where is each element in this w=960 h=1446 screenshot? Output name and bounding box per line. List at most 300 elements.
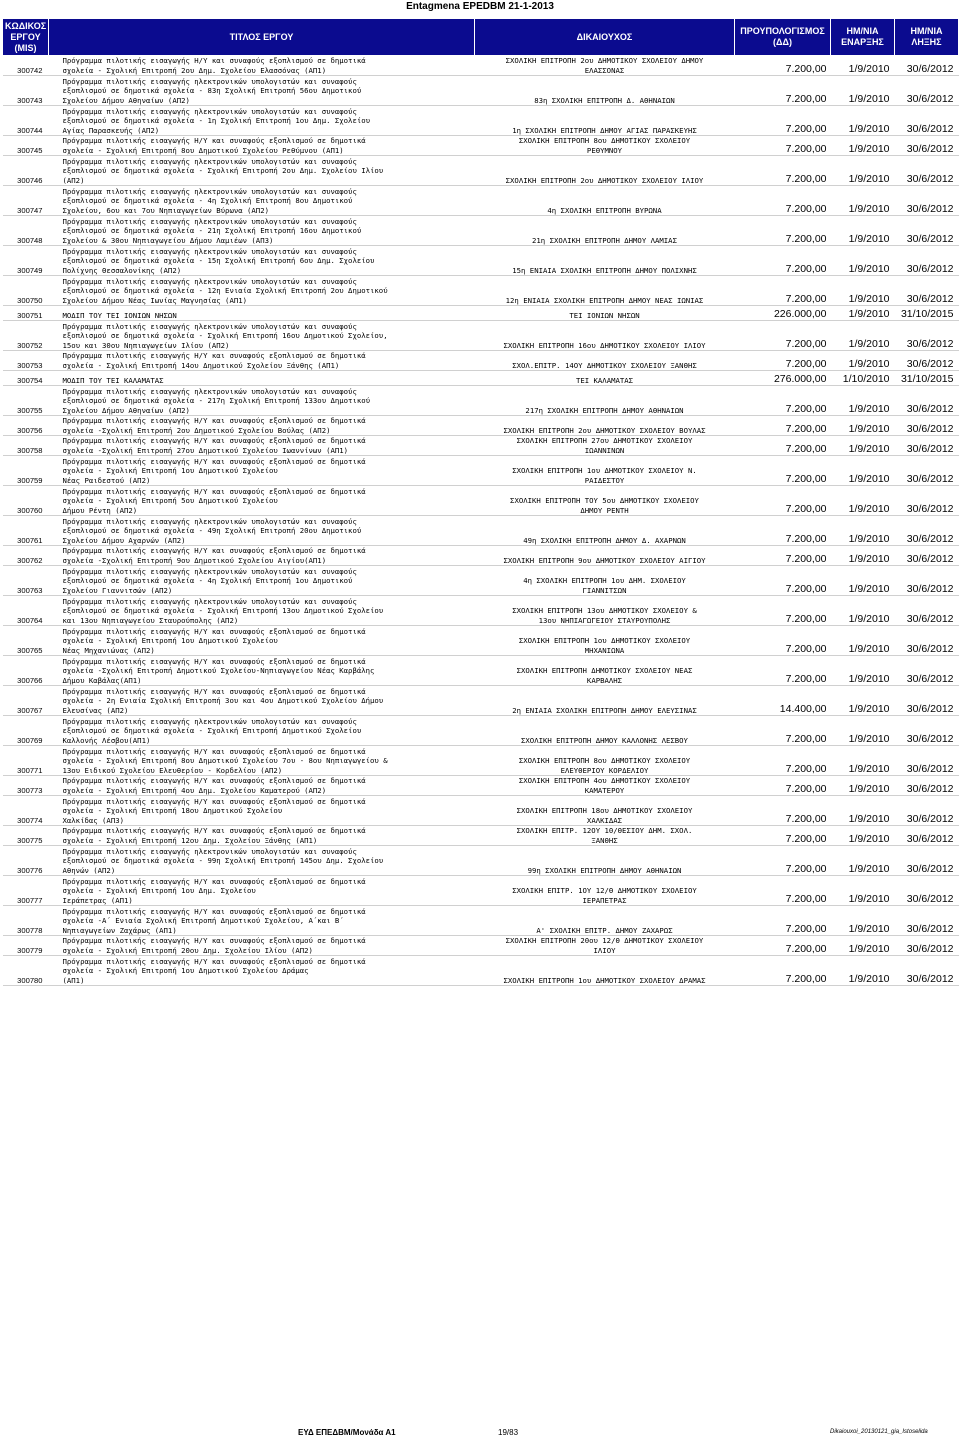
title-line: Πρόγραμμα πιλοτικής εισαγωγής Η/Υ και συναφούς εξοπλισμού σε δημοτικά (62, 546, 366, 556)
cell-title (49, 351, 475, 371)
title-line: Πρόγραμμα πιλοτικής εισαγωγής Η/Υ και συναφούς εξοπλισμού σε δημοτικά (62, 436, 366, 446)
cell-budget: 7.200,00 (735, 386, 831, 416)
beneficiary-line: ΣΧΟΛΙΚΗ ΕΠΙΤΡΟΠΗ 1ου ΔΗΜΟΤΙΚΟΥ ΣΧΟΛΕΙΟΥ ΔΡΑΜΑΣ (503, 975, 706, 985)
beneficiary-line: ΤΕΙ ΚΑΛΑΜΑΤΑΣ (575, 375, 634, 385)
cell-beneficiary (475, 776, 735, 796)
table-row (3, 456, 959, 486)
table-row (3, 656, 959, 686)
cell-end-date: 30/6/2012 (895, 436, 959, 456)
beneficiary-line: ΣΧΟΛΙΚΗ ΕΠΙΤΡΟΠΗ ΔΗΜΟΤΙΚΟΥ ΣΧΟΛΕΙΟΥ ΝΕΑΣ (516, 666, 693, 676)
title-line: σχολεία - Σχολική Επιτροπή 8ου Δημοτικού Σχολείου 7ου - 8ου Νηπιαγωγείου & (62, 756, 388, 766)
title-line: Πρόγραμμα πιλοτικής εισαγωγής ηλεκτρονικών υπολογιστών και συναφούς (62, 517, 357, 527)
table-row (3, 746, 959, 776)
cell-budget: 7.200,00 (735, 546, 831, 566)
cell-title (49, 216, 475, 246)
cell-end-date: 30/6/2012 (895, 186, 959, 216)
title-line: Νέας Ραιδεστού (ΑΠ2) (62, 475, 151, 485)
cell-budget: 7.200,00 (735, 486, 831, 516)
cell-end-date: 30/6/2012 (895, 546, 959, 566)
cell-title (49, 56, 475, 76)
table-row (3, 351, 959, 371)
cell-start-date: 1/9/2010 (831, 936, 895, 956)
title-line: Πρόγραμμα πιλοτικής εισαγωγής Η/Υ και συναφούς εξοπλισμού σε δημοτικά (62, 936, 366, 946)
beneficiary-line: ΣΧΟΛΙΚΗ ΕΠΙΤΡΟΠΗ 9ου ΔΗΜΟΤΙΚΟΥ ΣΧΟΛΕΙΟΥ ΑΙΓΙΟΥ (503, 555, 706, 565)
cell-start-date: 1/9/2010 (831, 906, 895, 936)
cell-title (49, 516, 475, 546)
beneficiary-line: 217η ΣΧΟΛΙΚΗ ΕΠΙΤΡΟΠΗ ΔΗΜΟΥ ΑΘΗΝΑΙΩΝ (525, 405, 684, 415)
cell-end-date: 30/6/2012 (895, 846, 959, 876)
cell-budget: 7.200,00 (735, 246, 831, 276)
cell-start-date: 1/9/2010 (831, 516, 895, 546)
title-line: Πρόγραμμα πιλοτικής εισαγωγής Η/Υ και συναφούς εξοπλισμού σε δημοτικά (62, 687, 366, 697)
cell-budget: 7.200,00 (735, 626, 831, 656)
cell-title (49, 956, 475, 986)
title-line: Πρόγραμμα πιλοτικής εισαγωγής ηλεκτρονικών υπολογιστών και συναφούς (62, 187, 357, 197)
header-start-date: ΗΜ/ΝΙΑ ΕΝΑΡΞΗΣ (831, 19, 895, 56)
cell-end-date: 30/6/2012 (895, 716, 959, 746)
beneficiary-line: ΣΧΟΛ.ΕΠΙΤΡ. 14ΟΥ ΔΗΜΟΤΙΚΟΥ ΣΧΟΛΕΙΟΥ ΞΑΝΘΗΣ (512, 360, 697, 370)
title-line: εξοπλισμού σε δημοτικά σχολεία - 1η Σχολική Επιτροπή 1ου Δημ. Σχολείου (62, 116, 371, 126)
cell-title (49, 566, 475, 596)
title-line: Σχολείου, 6ου και 7ου Νηπιαγωγείων Βύρωνα (ΑΠ2) (62, 205, 269, 215)
cell-budget: 7.200,00 (735, 56, 831, 76)
cell-budget: 7.200,00 (735, 956, 831, 986)
beneficiary-line: ΣΧΟΛΙΚΗ ΕΠΙΤΡΟΠΗ 2ου ΔΗΜΟΤΙΚΟΥ ΣΧΟΛΕΙΟΥ ΒΟΥΛΑΣ (503, 425, 706, 435)
table-row (3, 546, 959, 566)
cell-end-date: 30/6/2012 (895, 956, 959, 986)
beneficiary-line: ΡΑΙΔΕΣΤΟΥ (584, 475, 625, 485)
beneficiary-line: 99η ΣΧΟΛΙΚΗ ΕΠΙΤΡΟΠΗ ΔΗΜΟΥ ΑΘΗΝΑΙΩΝ (527, 865, 682, 875)
cell-title (49, 486, 475, 516)
cell-start-date: 1/9/2010 (831, 56, 895, 76)
cell-budget: 7.200,00 (735, 106, 831, 136)
beneficiary-line: ΚΑΡΒΑΛΗΣ (586, 675, 623, 685)
cell-beneficiary (475, 936, 735, 956)
title-line: εξοπλισμού σε δημοτικά σχολεία - 15η Σχολική Επιτροπή 6ου Δημ. Σχολείου (62, 256, 375, 266)
cell-title (49, 906, 475, 936)
beneficiary-line: ΣΧΟΛΙΚΗ ΕΠΙΤΡΟΠΗ 8ου ΔΗΜΟΤΙΚΟΥ ΣΧΟΛΕΙΟΥ (518, 756, 691, 766)
cell-end-date: 30/6/2012 (895, 386, 959, 416)
title-line: σχολεία -Σχολική Επιτροπή 27ου Δημοτικού Σχολείου Ιωαννίνων (ΑΠ1) (62, 445, 349, 455)
cell-end-date: 30/6/2012 (895, 516, 959, 546)
title-line: Σχολείου Δήμου Αχαρνών (ΑΠ2) (62, 535, 186, 545)
header-code: ΚΩΔΙΚΟΣ ΕΡΓΟΥ (MIS) (3, 19, 49, 56)
beneficiary-line: ΣΧΟΛΙΚΗ ΕΠΙΤΡ. 12ΟΥ 10/ΘΕΣΙΟΥ ΔΗΜ. ΣΧΟΛ. (516, 826, 693, 836)
cell-budget: 226.000,00 (735, 306, 831, 321)
table-row (3, 371, 959, 386)
cell-code: 300775 (3, 826, 49, 846)
cell-code: 300766 (3, 656, 49, 686)
cell-end-date: 30/6/2012 (895, 321, 959, 351)
title-line: Πρόγραμμα πιλοτικής εισαγωγής Η/Υ και συναφούς εξοπλισμού σε δημοτικά (62, 957, 366, 967)
cell-budget: 7.200,00 (735, 76, 831, 106)
cell-end-date: 30/6/2012 (895, 626, 959, 656)
cell-code: 300763 (3, 566, 49, 596)
cell-title (49, 246, 475, 276)
cell-end-date: 30/6/2012 (895, 686, 959, 716)
title-line: εξοπλισμού σε δημοτικά σχολεία - Σχολική Επιτροπή 13ου Δημοτικού Σχολείου (62, 606, 384, 616)
beneficiary-line: 2η ΕΝΙΑΙΑ ΣΧΟΛΙΚΗ ΕΠΙΤΡΟΠΗ ΔΗΜΟΥ ΕΛΕΥΣΙΝΑΣ (512, 705, 697, 715)
beneficiary-line: ΙΛΙΟΥ (593, 945, 616, 955)
cell-code: 300746 (3, 156, 49, 186)
beneficiary-line: ΓΙΑΝΝΙΤΣΩΝ (582, 585, 627, 595)
title-line: Πρόγραμμα πιλοτικής εισαγωγής Η/Υ και συναφούς εξοπλισμού σε δημοτικά (62, 747, 366, 757)
title-line: σχολεία - Σχολική Επιτροπή 5ου Δημοτικού Σχολείου (62, 496, 278, 506)
title-line: Πρόγραμμα πιλοτικής εισαγωγής Η/Υ και συναφούς εξοπλισμού σε δημοτικά (62, 797, 366, 807)
beneficiary-line: ΙΩΑΝΝΙΝΩΝ (584, 445, 625, 455)
footer-unit: ΕΥΔ ΕΠΕΔΒΜ/Μονάδα Α1 (298, 1428, 396, 1437)
cell-title (49, 106, 475, 136)
beneficiary-line: ΔΗΜΟΥ ΡΕΝΤΗ (580, 505, 629, 515)
title-line: εξοπλισμού σε δημοτικά σχολεία - 12η Ενιαία Σχολική Επιτροπή 2ου Δημοτικού (62, 286, 388, 296)
cell-title (49, 371, 475, 386)
title-line: Χαλκίδας (ΑΠ3) (62, 815, 125, 825)
beneficiary-line: ΣΧΟΛΙΚΗ ΕΠΙΤΡΟΠΗ ΤΟΥ 5ου ΔΗΜΟΤΙΚΟΥ ΣΧΟΛΕΙΟΥ (510, 496, 699, 506)
title-line: Πρόγραμμα πιλοτικής εισαγωγής ηλεκτρονικών υπολογιστών και συναφούς (62, 107, 357, 117)
title-line: Πρόγραμμα πιλοτικής εισαγωγής Η/Υ και συναφούς εξοπλισμού σε δημοτικά (62, 877, 366, 887)
cell-budget: 7.200,00 (735, 776, 831, 796)
cell-end-date: 30/6/2012 (895, 246, 959, 276)
cell-beneficiary (475, 956, 735, 986)
cell-budget: 7.200,00 (735, 826, 831, 846)
cell-start-date: 1/9/2010 (831, 76, 895, 106)
cell-code: 300780 (3, 956, 49, 986)
title-line: εξοπλισμού σε δημοτικά σχολεία - 49η Σχολική Επιτροπή 20ου Δημοτικού (62, 526, 362, 536)
cell-end-date: 30/6/2012 (895, 776, 959, 796)
title-line: Νηπιαγωγείων Ζαχάρως (ΑΠ1) (62, 925, 177, 935)
beneficiary-line: 1η ΣΧΟΛΙΚΗ ΕΠΙΤΡΟΠΗ ΔΗΜΟΥ ΑΓΙΑΣ ΠΑΡΑΣΚΕΥΗΣ (512, 125, 697, 135)
title-line: εξοπλισμού σε δημοτικά σχολεία - 83η Σχολική Επιτροπή 56ου Δημοτικού (62, 86, 362, 96)
table-row (3, 776, 959, 796)
cell-start-date: 1/9/2010 (831, 106, 895, 136)
cell-code: 300764 (3, 596, 49, 626)
table-row (3, 276, 959, 306)
table-row (3, 76, 959, 106)
cell-code: 300778 (3, 906, 49, 936)
cell-end-date: 30/6/2012 (895, 56, 959, 76)
beneficiary-line: 49η ΣΧΟΛΙΚΗ ΕΠΙΤΡΟΠΗ ΔΗΜΟΥ Δ. ΑΧΑΡΝΩΝ (523, 535, 686, 545)
beneficiary-line: ΧΑΛΚΙΔΑΣ (586, 815, 623, 825)
beneficiary-line: Α' ΣΧΟΛΙΚΗ ΕΠΙΤΡ. ΔΗΜΟΥ ΖΑΧΑΡΩΣ (536, 925, 673, 935)
cell-code: 300745 (3, 136, 49, 156)
cell-start-date: 1/9/2010 (831, 456, 895, 486)
title-line: Καλλονής Λέσβου(ΑΠ1) (62, 735, 151, 745)
cell-start-date: 1/9/2010 (831, 276, 895, 306)
title-line: Πρόγραμμα πιλοτικής εισαγωγής ηλεκτρονικών υπολογιστών και συναφούς (62, 567, 357, 577)
cell-code: 300771 (3, 746, 49, 776)
cell-start-date: 1/9/2010 (831, 306, 895, 321)
cell-budget: 7.200,00 (735, 186, 831, 216)
cell-title (49, 746, 475, 776)
cell-budget: 7.200,00 (735, 876, 831, 906)
cell-code: 300761 (3, 516, 49, 546)
cell-code: 300753 (3, 351, 49, 371)
table-row (3, 436, 959, 456)
cell-beneficiary (475, 566, 735, 596)
cell-code: 300756 (3, 416, 49, 436)
cell-end-date: 30/6/2012 (895, 796, 959, 826)
cell-title (49, 386, 475, 416)
title-line: σχολεία - Σχολική Επιτροπή 1ου Δημοτικού Σχολείου (62, 636, 278, 646)
beneficiary-line: ΞΑΝΘΗΣ (591, 835, 618, 845)
title-line: εξοπλισμού σε δημοτικά σχολεία - 217η Σχολική Επιτροπή 133ου Δημοτικού (62, 396, 371, 406)
title-line: Σχολείου Δήμου Αθηναίων (ΑΠ2) (62, 405, 190, 415)
title-line: εξοπλισμού σε δημοτικά σχολεία - Σχολική Επιτροπή 2ου Δημ. Σχολείου Ιλίου (62, 166, 384, 176)
table-row (3, 516, 959, 546)
cell-start-date: 1/9/2010 (831, 656, 895, 686)
cell-code: 300749 (3, 246, 49, 276)
title-line: Πρόγραμμα πιλοτικής εισαγωγής Η/Υ και συναφούς εξοπλισμού σε δημοτικά (62, 136, 366, 146)
title-line: Πρόγραμμα πιλοτικής εισαγωγής Η/Υ και συναφούς εξοπλισμού σε δημοτικά (62, 487, 366, 497)
cell-code: 300752 (3, 321, 49, 351)
beneficiary-line: ΣΧΟΛΙΚΗ ΕΠΙΤΡΟΠΗ 1ου ΔΗΜΟΤΙΚΟΥ ΣΧΟΛΕΙΟΥ Ν. (512, 466, 697, 476)
title-line: Δήμου Καβάλας(ΑΠ1) (62, 675, 142, 685)
title-line: σχολεία -Α΄ Ενιαία Σχολική Επιτροπή Δημοτικού Σχολείου, Α΄και Β΄ (62, 916, 344, 926)
beneficiary-line: 15η ΕΝΙΑΙΑ ΣΧΟΛΙΚΗ ΕΠΙΤΡΟΠΗ ΔΗΜΟΥ ΠΟΛΙΧΝΗΣ (512, 265, 697, 275)
cell-budget: 7.200,00 (735, 746, 831, 776)
cell-budget: 7.200,00 (735, 276, 831, 306)
beneficiary-line: ΕΛΕΥΘΕΡΙΟΥ ΚΟΡΔΕΛΙΟΥ (560, 765, 649, 775)
title-line: ΜΟΔΙΠ ΤΟΥ ΤΕΙ ΙΟΝΙΩΝ ΝΗΣΩΝ (62, 310, 177, 320)
cell-start-date: 1/9/2010 (831, 826, 895, 846)
cell-start-date: 1/9/2010 (831, 186, 895, 216)
cell-title (49, 76, 475, 106)
table-row (3, 216, 959, 246)
cell-budget: 7.200,00 (735, 716, 831, 746)
title-line: και 13ου Νηπιαγωγείου Σταυρούπολης (ΑΠ2) (62, 615, 239, 625)
beneficiary-line: ΕΛΑΣΣΟΝΑΣ (584, 65, 625, 75)
cell-title (49, 796, 475, 826)
cell-beneficiary (475, 276, 735, 306)
cell-title (49, 626, 475, 656)
header-budget: ΠΡΟΥΠΟΛΟΓΙΣΜΟΣ (ΔΔ) (735, 19, 831, 56)
table-row (3, 106, 959, 136)
title-line: Πρόγραμμα πιλοτικής εισαγωγής ηλεκτρονικών υπολογιστών και συναφούς (62, 387, 357, 397)
header-end-date: ΗΜ/ΝΙΑ ΛΗΞΗΣ (895, 19, 959, 56)
beneficiary-line: ΣΧΟΛΙΚΗ ΕΠΙΤΡΟΠΗ ΔΗΜΟΥ ΚΑΛΛΟΝΗΣ ΛΕΣΒΟΥ (521, 735, 688, 745)
cell-budget: 276.000,00 (735, 371, 831, 386)
footer-page-number: 19/83 (498, 1428, 519, 1437)
cell-title (49, 456, 475, 486)
cell-beneficiary (475, 186, 735, 216)
cell-start-date: 1/9/2010 (831, 486, 895, 516)
title-line: σχολεία - Σχολική Επιτροπή 1ου Δημ. Σχολείου (62, 886, 256, 896)
title-line: σχολεία - Σχολική Επιτροπή 20ου Δημ. Σχολείου Ιλίου (ΑΠ2) (62, 945, 313, 955)
title-line: Πρόγραμμα πιλοτικής εισαγωγής ηλεκτρονικών υπολογιστών και συναφούς (62, 247, 357, 257)
beneficiary-line: ΣΧΟΛΙΚΗ ΕΠΙΤΡ. 1ΟΥ 12/Θ ΔΗΜΟΤΙΚΟΥ ΣΧΟΛΕΙΟΥ (512, 886, 697, 896)
title-line: Πρόγραμμα πιλοτικής εισαγωγής ηλεκτρονικών υπολογιστών και συναφούς (62, 277, 357, 287)
title-line: σχολεία - Σχολική Επιτροπή 4ου Δημ. Σχολείου Καματερού (ΑΠ2) (62, 785, 327, 795)
cell-end-date: 30/6/2012 (895, 136, 959, 156)
beneficiary-line: ΣΧΟΛΙΚΗ ΕΠΙΤΡΟΠΗ 16ου ΔΗΜΟΤΙΚΟΥ ΣΧΟΛΕΙΟΥ ΙΛΙΟΥ (503, 340, 706, 350)
beneficiary-line: 21η ΣΧΟΛΙΚΗ ΕΠΙΤΡΟΠΗ ΔΗΜΟΥ ΛΑΜΙΑΣ (532, 235, 677, 245)
cell-end-date: 30/6/2012 (895, 876, 959, 906)
cell-title (49, 936, 475, 956)
cell-budget: 7.200,00 (735, 136, 831, 156)
cell-budget: 7.200,00 (735, 156, 831, 186)
table-body (3, 56, 959, 986)
cell-budget: 7.200,00 (735, 436, 831, 456)
title-line: Πρόγραμμα πιλοτικής εισαγωγής Η/Υ και συναφούς εξοπλισμού σε δημοτικά (62, 457, 366, 467)
cell-start-date: 1/9/2010 (831, 776, 895, 796)
cell-end-date: 30/6/2012 (895, 276, 959, 306)
cell-beneficiary (475, 456, 735, 486)
title-line: Πρόγραμμα πιλοτικής εισαγωγής Η/Υ και συναφούς εξοπλισμού σε δημοτικά (62, 627, 366, 637)
cell-end-date: 31/10/2015 (895, 306, 959, 321)
beneficiary-line: ΣΧΟΛΙΚΗ ΕΠΙΤΡΟΠΗ 1ου ΔΗΜΟΤΙΚΟΥ ΣΧΟΛΕΙΟΥ (518, 636, 691, 646)
cell-beneficiary (475, 686, 735, 716)
cell-code: 300773 (3, 776, 49, 796)
title-line: σχολεία - Σχολική Επιτροπή 12ου Δημ. Σχολείου Ξάνθης (ΑΠ1) (62, 835, 318, 845)
cell-end-date: 30/6/2012 (895, 596, 959, 626)
cell-title (49, 876, 475, 906)
cell-title (49, 546, 475, 566)
cell-start-date: 1/9/2010 (831, 746, 895, 776)
cell-code: 300743 (3, 76, 49, 106)
beneficiary-line: ΣΧΟΛΙΚΗ ΕΠΙΤΡΟΠΗ 2ου ΔΗΜΟΤΙΚΟΥ ΣΧΟΛΕΙΟΥ ΙΛΙΟΥ (505, 175, 704, 185)
cell-start-date: 1/9/2010 (831, 546, 895, 566)
title-line: 15ου και 30ου Νηπιαγωγείων Ιλίου (ΑΠ2) (62, 340, 230, 350)
beneficiary-line: ΣΧΟΛΙΚΗ ΕΠΙΤΡΟΠΗ 2ου ΔΗΜΟΤΙΚΟΥ ΣΧΟΛΕΙΟΥ ΔΗΜΟΥ (505, 56, 704, 66)
cell-beneficiary (475, 216, 735, 246)
cell-title (49, 686, 475, 716)
cell-start-date: 1/9/2010 (831, 566, 895, 596)
cell-code: 300774 (3, 796, 49, 826)
cell-beneficiary (475, 486, 735, 516)
cell-start-date: 1/9/2010 (831, 846, 895, 876)
cell-beneficiary (475, 416, 735, 436)
cell-start-date: 1/9/2010 (831, 686, 895, 716)
beneficiary-line: 13ου ΝΗΠΙΑΓΩΓΕΙΟΥ ΣΤΑΥΡΟΥΠΟΛΗΣ (538, 615, 671, 625)
table-header-row (3, 19, 959, 56)
document-header-title: Entagmena EPEDBM 21-1-2013 (406, 1, 554, 12)
cell-end-date: 30/6/2012 (895, 936, 959, 956)
title-line: σχολεία - Σχολική Επιτροπή 18ου Δημοτικού Σχολείου (62, 806, 283, 816)
table-row (3, 906, 959, 936)
title-line: Δήμου Ρέντη (ΑΠ2) (62, 505, 138, 515)
table-row (3, 716, 959, 746)
cell-start-date: 1/9/2010 (831, 216, 895, 246)
cell-beneficiary (475, 596, 735, 626)
title-line: εξοπλισμού σε δημοτικά σχολεία - 99η Σχολική Επιτροπή 145ου Δημ. Σχολείου (62, 856, 384, 866)
cell-title (49, 436, 475, 456)
cell-code: 300769 (3, 716, 49, 746)
page-footer (0, 1428, 960, 1442)
cell-end-date: 30/6/2012 (895, 156, 959, 186)
cell-beneficiary (475, 76, 735, 106)
cell-beneficiary (475, 656, 735, 686)
beneficiary-line: ΙΕΡΑΠΕΤΡΑΣ (582, 895, 627, 905)
cell-end-date: 30/6/2012 (895, 566, 959, 596)
title-line: Ιεράπετρας (ΑΠ1) (62, 895, 133, 905)
cell-budget: 7.200,00 (735, 846, 831, 876)
footer-file-name: Dikaiouxoi_20130121_gia_Istoselida (830, 1429, 928, 1435)
cell-budget: 7.200,00 (735, 456, 831, 486)
cell-budget: 7.200,00 (735, 656, 831, 686)
table-row (3, 826, 959, 846)
cell-start-date: 1/9/2010 (831, 156, 895, 186)
beneficiary-line: ΚΑΜΑΤΕΡΟΥ (584, 785, 625, 795)
beneficiary-line: ΣΧΟΛΙΚΗ ΕΠΙΤΡΟΠΗ 20ου 12/Θ ΔΗΜΟΤΙΚΟΥ ΣΧΟΛΕΙΟΥ (505, 936, 704, 946)
cell-title (49, 156, 475, 186)
cell-beneficiary (475, 876, 735, 906)
cell-budget: 7.200,00 (735, 321, 831, 351)
cell-beneficiary (475, 321, 735, 351)
table-row (3, 876, 959, 906)
table-row (3, 156, 959, 186)
cell-code: 300748 (3, 216, 49, 246)
cell-title (49, 416, 475, 436)
cell-code: 300767 (3, 686, 49, 716)
cell-start-date: 1/9/2010 (831, 716, 895, 746)
cell-budget: 7.200,00 (735, 936, 831, 956)
cell-end-date: 30/6/2012 (895, 416, 959, 436)
cell-code: 300760 (3, 486, 49, 516)
table-row (3, 386, 959, 416)
cell-start-date: 1/9/2010 (831, 796, 895, 826)
cell-budget: 7.200,00 (735, 216, 831, 246)
title-line: σχολεία - Σχολική Επιτροπή 1ου Δημοτικού Σχολείου (62, 466, 278, 476)
title-line: Σχολείου Γιαννιτσών (ΑΠ2) (62, 585, 173, 595)
title-line: Πρόγραμμα πιλοτικής εισαγωγής Η/Υ και συναφούς εξοπλισμού σε δημοτικά (62, 826, 366, 836)
title-line: σχολεία - Σχολική Επιτροπή 1ου Δημοτικού Σχολείου Δράμας (62, 966, 309, 976)
beneficiary-line: ΣΧΟΛΙΚΗ ΕΠΙΤΡΟΠΗ 13ου ΔΗΜΟΤΙΚΟΥ ΣΧΟΛΕΙΟΥ & (512, 606, 697, 616)
cell-start-date: 1/9/2010 (831, 626, 895, 656)
cell-code: 300754 (3, 371, 49, 386)
beneficiary-line: 4η ΣΧΟΛΙΚΗ ΕΠΙΤΡΟΠΗ 1ου ΔΗΜ. ΣΧΟΛΕΙΟΥ (523, 576, 686, 586)
table-row (3, 416, 959, 436)
title-line: Αγίας Παρασκευής (ΑΠ2) (62, 125, 160, 135)
title-line: Σχολείου Δήμου Νέας Ιωνίας Μαγνησίας (ΑΠ1) (62, 295, 248, 305)
title-line: Πρόγραμμα πιλοτικής εισαγωγής ηλεκτρονικών υπολογιστών και συναφούς (62, 847, 357, 857)
beneficiary-line: ΤΕΙ ΙΟΝΙΩΝ ΝΗΣΩΝ (569, 310, 640, 320)
title-line: εξοπλισμού σε δημοτικά σχολεία - 21η Σχολική Επιτροπή 16ου Δημοτικού (62, 226, 362, 236)
cell-start-date: 1/9/2010 (831, 956, 895, 986)
cell-budget: 7.200,00 (735, 906, 831, 936)
title-line: σχολεία -Σχολική Επιτροπή 2ου Δημοτικού Σχολείου Βούλας (ΑΠ2) (62, 425, 331, 435)
title-line: Πρόγραμμα πιλοτικής εισαγωγής Η/Υ και συναφούς εξοπλισμού σε δημοτικά (62, 776, 366, 786)
cell-start-date: 1/9/2010 (831, 136, 895, 156)
table-row (3, 956, 959, 986)
table-row (3, 846, 959, 876)
table-row (3, 306, 959, 321)
table-row (3, 246, 959, 276)
cell-start-date: 1/10/2010 (831, 371, 895, 386)
cell-beneficiary (475, 746, 735, 776)
projects-table (2, 18, 959, 986)
cell-beneficiary (475, 351, 735, 371)
table-row (3, 486, 959, 516)
cell-beneficiary (475, 906, 735, 936)
cell-title (49, 276, 475, 306)
cell-end-date: 30/6/2012 (895, 216, 959, 246)
cell-code: 300779 (3, 936, 49, 956)
title-line: Πρόγραμμα πιλοτικής εισαγωγής Η/Υ και συναφούς εξοπλισμού σε δημοτικά (62, 416, 366, 426)
cell-start-date: 1/9/2010 (831, 436, 895, 456)
beneficiary-line: 83η ΣΧΟΛΙΚΗ ΕΠΙΤΡΟΠΗ Δ. ΑΘΗΝΑΙΩΝ (534, 95, 675, 105)
cell-budget: 7.200,00 (735, 516, 831, 546)
cell-code: 300758 (3, 436, 49, 456)
cell-budget: 7.200,00 (735, 796, 831, 826)
cell-end-date: 30/6/2012 (895, 76, 959, 106)
cell-code: 300744 (3, 106, 49, 136)
cell-title (49, 321, 475, 351)
cell-beneficiary (475, 716, 735, 746)
title-line: Σχολείου & 30ου Νηπιαγωγείου Δήμου Λαμιέων (ΑΠ3) (62, 235, 274, 245)
table-row (3, 136, 959, 156)
title-line: Αθηνών (ΑΠ2) (62, 865, 116, 875)
cell-budget: 7.200,00 (735, 596, 831, 626)
